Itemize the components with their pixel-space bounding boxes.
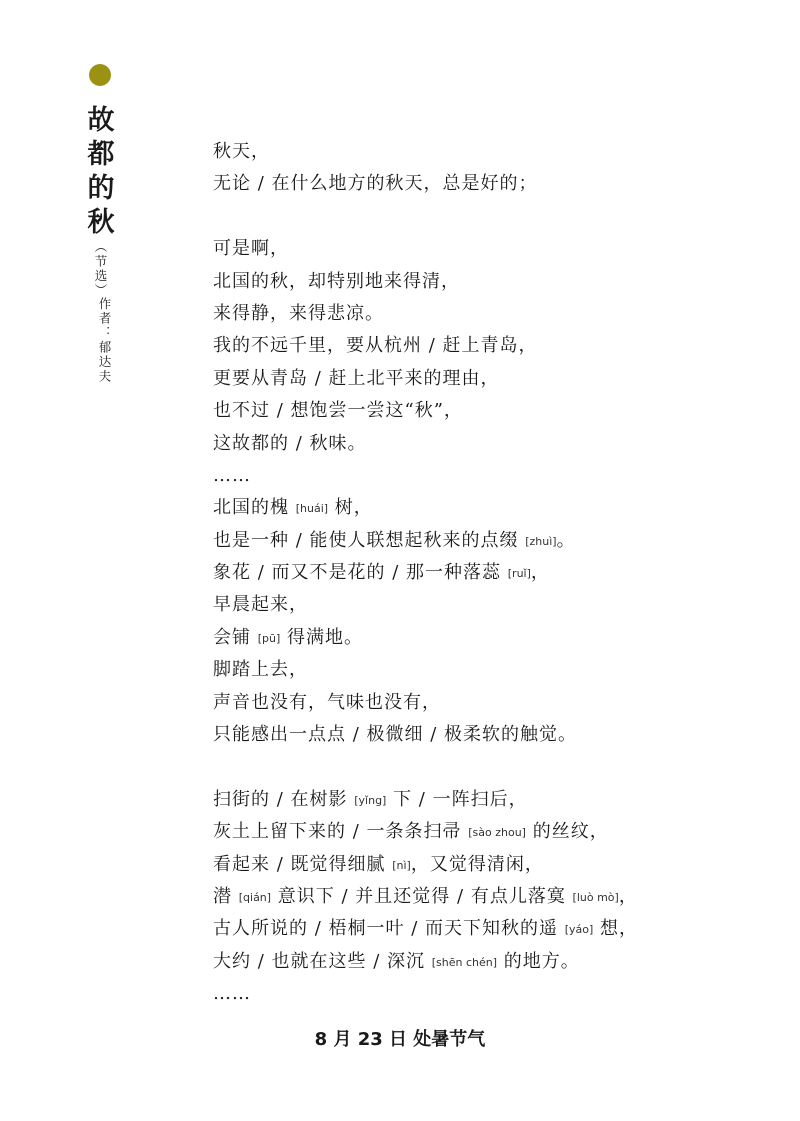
poem-line	[213, 557, 773, 589]
pinyin-annotation: [yáo]	[564, 923, 594, 937]
accent-dot	[89, 64, 111, 86]
poem-text: ，	[618, 885, 638, 907]
poem-text: 古人所说的 / 梧桐一叶 / 而天下知秋的遥	[213, 918, 565, 940]
poem-text: 想，	[593, 918, 639, 940]
poem-text: 会铺	[213, 626, 258, 648]
poem-line: 北国的秋，却特别地来得清，	[213, 270, 460, 292]
poem-text: ，	[530, 562, 550, 584]
poem-line: 早晨起来，	[213, 594, 308, 616]
poem-line: 我的不远千里，要从杭州 / 赶上青岛，	[213, 335, 538, 357]
pinyin-annotation: [shēn chén]	[431, 955, 498, 969]
poem-line: 这故都的 / 秋味。	[213, 432, 367, 454]
poem-line: 来得静，来得悲凉。	[213, 302, 384, 324]
poem-text: 扫街的 / 在树影	[213, 788, 355, 810]
stanza-break	[213, 201, 773, 233]
poem-line: ……	[213, 983, 251, 1005]
title-char: 的	[87, 173, 115, 204]
poem-line	[213, 784, 773, 816]
title-char: 秋	[87, 207, 115, 238]
author-credit: 作者：郁达夫	[97, 297, 112, 384]
poem-text: 象花 / 而又不是花的 / 那一种落蕊	[213, 562, 508, 584]
poem-text: 下 / 一阵扫后，	[386, 788, 528, 810]
poem-line: ……	[213, 464, 251, 486]
poem-text: 的地方。	[497, 950, 580, 972]
pinyin-annotation: [sào zhou]	[468, 826, 526, 840]
poem-line	[213, 849, 773, 881]
poem-text: 意识下 / 并且还觉得 / 有点儿落寞	[271, 885, 573, 907]
poem-text: 灰土上留下来的 / 一条条扫帚	[213, 821, 469, 843]
poem-line: 可是啊，	[213, 238, 289, 260]
stanza-break	[213, 751, 773, 783]
pinyin-annotation: [ruǐ]	[507, 567, 531, 581]
pinyin-annotation: [pū]	[257, 631, 281, 645]
poem-line: 只能感出一点点 / 极微细 / 极柔软的触觉。	[213, 724, 578, 746]
poem-text: 看起来 / 既觉得细腻	[213, 853, 393, 875]
poem-text: 树，	[328, 497, 373, 519]
pinyin-annotation: [zhuì]	[525, 534, 557, 548]
poem-text: 大约 / 也就在这些 / 深沉	[213, 950, 432, 972]
pinyin-annotation: [qián]	[238, 890, 272, 904]
poem-line: 脚踏上去，	[213, 659, 308, 681]
title-char: 故	[87, 105, 115, 136]
poem-line	[213, 881, 773, 913]
pinyin-annotation: [luò mò]	[572, 890, 619, 904]
pinyin-annotation: [yǐng]	[354, 793, 387, 807]
poem-title	[84, 104, 118, 240]
poem-line	[213, 492, 773, 524]
poem-text: ，又觉得清闲，	[410, 853, 544, 875]
date-footer: 8 月 23 日 处暑节气	[314, 1029, 486, 1050]
pinyin-annotation: [huái]	[295, 502, 329, 516]
poem-line: 秋天，	[213, 141, 270, 162]
poem-line: 声音也没有，气味也没有，	[213, 691, 441, 713]
poem-line	[213, 816, 773, 848]
poem-line	[213, 525, 773, 557]
poem-text: 北国的槐	[213, 497, 296, 519]
title-char: 都	[87, 139, 115, 170]
poem-line: 更要从青岛 / 赶上北平来的理由，	[213, 367, 500, 389]
poem-text: 的丝纹，	[525, 821, 609, 843]
poem-line: 无论 / 在什么地方的秋天，总是好的；	[213, 173, 538, 195]
poem-text: 。	[556, 529, 576, 551]
excerpt-note: （节选）	[93, 240, 108, 298]
poem-line	[213, 913, 773, 945]
poem-line	[213, 622, 773, 654]
pinyin-annotation: [nì]	[392, 858, 411, 872]
poem-body	[213, 136, 773, 1011]
poem-line: 也不过 / 想饱尝一尝这“秋”，	[213, 400, 463, 422]
poem-text: 潜	[213, 885, 239, 907]
poem-line	[213, 946, 773, 978]
poem-text: 得满地。	[280, 626, 364, 648]
poem-text: 也是一种 / 能使人联想起秋来的点缀	[213, 529, 526, 551]
